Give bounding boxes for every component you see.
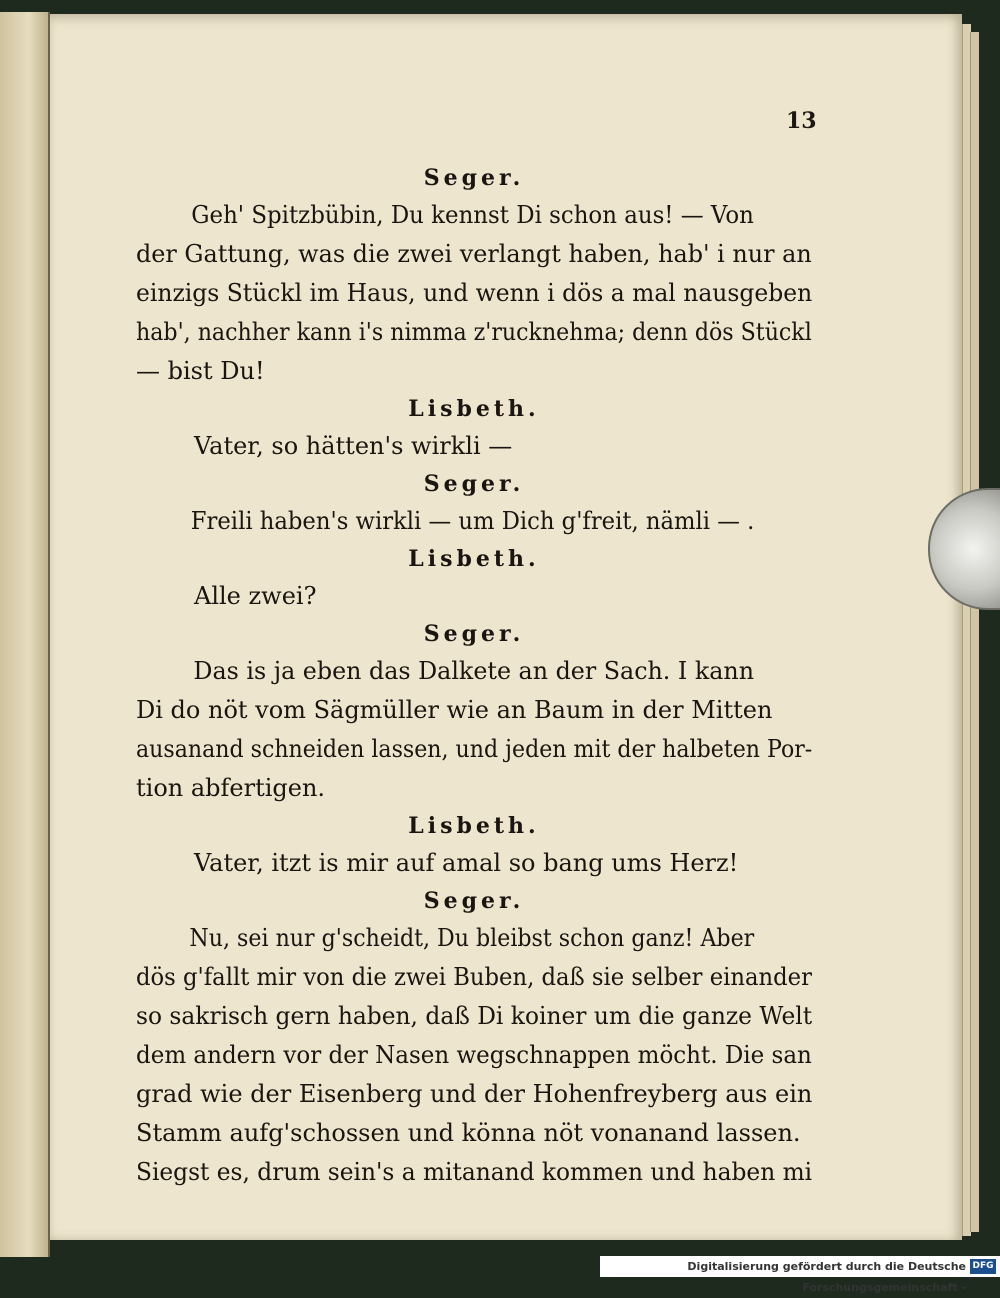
dialogue-paragraph bbox=[136, 652, 812, 808]
dialogue-paragraph bbox=[136, 844, 812, 883]
text-line: einzigs Stückl im Haus, und wenn i dös a mal nausgeben bbox=[136, 279, 813, 307]
facing-page-edge bbox=[0, 12, 50, 1257]
text-line: Vater, so hätten's wirkli — bbox=[194, 432, 513, 460]
text-line: Freili haben's wirkli — um Dich g'freit, nämli — . bbox=[190, 507, 755, 535]
page-edge bbox=[970, 32, 979, 1232]
dialogue-paragraph bbox=[136, 919, 812, 1192]
dialogue-paragraph bbox=[136, 502, 812, 541]
speaker-name: Seger. bbox=[423, 888, 525, 914]
speaker-name: Seger. bbox=[423, 165, 525, 191]
page-number: 13 bbox=[786, 108, 817, 134]
text-line: Siegst es, drum sein's a mitanand kommen und haben mi bbox=[136, 1158, 813, 1186]
speaker-name: Seger. bbox=[423, 471, 525, 497]
text-line: so sakrisch gern haben, daß Di koiner um die ganze Welt bbox=[136, 1002, 813, 1030]
text-line: Vater, itzt is mir auf amal so bang ums Herz! bbox=[194, 849, 739, 877]
speaker-name: Seger. bbox=[423, 621, 525, 647]
text-line: Alle zwei? bbox=[194, 582, 317, 610]
text-line: Di do nöt vom Sägmüller wie an Baum in der Mitten bbox=[136, 696, 773, 724]
text-line: Geh' Spitzbübin, Du kennst Di schon aus! — Von bbox=[191, 201, 754, 229]
speaker-name: Lisbeth. bbox=[408, 813, 540, 839]
text-line: der Gattung, was die zwei verlangt haben, hab' i nur an bbox=[136, 240, 812, 268]
text-line: dös g'fallt mir von die zwei Buben, daß sie selber einander bbox=[136, 963, 812, 991]
dfg-logo: DFG bbox=[970, 1259, 996, 1274]
text-line: ausanand schneiden lassen, und jeden mit der halbeten Por- bbox=[136, 735, 813, 763]
page-text bbox=[136, 160, 812, 1192]
dialogue-paragraph bbox=[136, 196, 812, 391]
text-line: dem andern vor der Nasen wegschnappen möcht. Die san bbox=[136, 1041, 812, 1069]
text-line: Das is ja eben das Dalkete an der Sach. I kann bbox=[193, 657, 755, 685]
credit-text: Digitalisierung gefördert durch die Deutsche Forschungsgemeinschaft - bbox=[687, 1260, 966, 1294]
text-line: Nu, sei nur g'scheidt, Du bleibst schon ganz! Aber bbox=[189, 924, 755, 952]
speaker-name: Lisbeth. bbox=[408, 546, 540, 572]
text-line: grad wie der Eisenberg und der Hohenfreyberg aus ein bbox=[136, 1080, 813, 1108]
text-line: tion abfertigen. bbox=[136, 774, 326, 802]
text-line: — bist Du! bbox=[136, 357, 265, 385]
digitization-credit bbox=[600, 1256, 1000, 1294]
text-line: hab', nachher kann i's nimma z'rucknehma; denn dös Stückl bbox=[136, 318, 812, 346]
dialogue-paragraph bbox=[136, 427, 812, 466]
dialogue-paragraph bbox=[136, 577, 812, 616]
speaker-name: Lisbeth. bbox=[408, 396, 540, 422]
text-line: Stamm aufg'schossen und könna nöt vonanand lassen. bbox=[136, 1119, 801, 1147]
